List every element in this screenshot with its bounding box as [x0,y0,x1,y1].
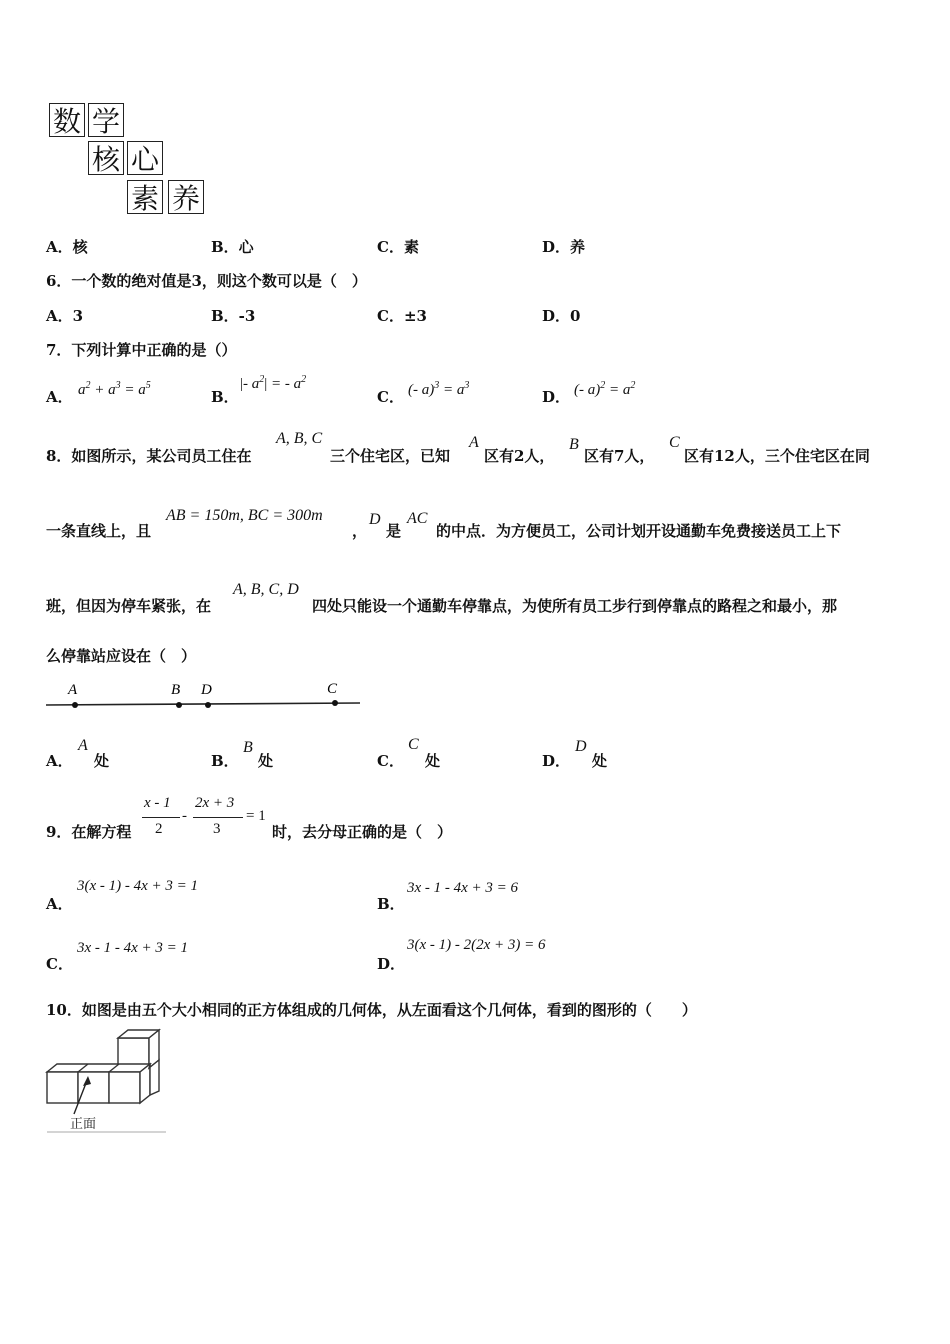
q8-stem-part: 一条直线上，且 [46,522,152,540]
q9-option-d-label: D． [377,955,406,973]
q5-option-b: B．心 [211,238,254,256]
number-line [46,703,360,705]
grid-cell: 核 [88,141,124,175]
q5-option-d: D．养 [542,238,586,256]
label-c: C [327,681,338,697]
q8-math: AC [407,510,428,527]
q7-option-d-label: D． [542,388,571,406]
q6-option-d: D．0 [542,307,581,325]
minus-sign: - [182,808,187,824]
label-b: B [171,682,181,698]
q10-stem: 10．如图是由五个大小相同的正方体组成的几何体，从左面看这个几何体，看到的图形的（ ） [46,1001,697,1019]
q9-option-b-label: B． [377,895,405,913]
q9-option-c-expr: 3x - 1 - 4x + 3 = 1 [77,940,189,956]
frac2-numerator: 2x + 3 [195,795,235,811]
q5-option-a: A．核 [46,238,88,256]
cube-side [149,1060,159,1095]
q8-stem-part: 班，但因为停车紧张，在 [46,597,212,615]
q8-math: A, B, C [276,430,323,447]
q8-stem-part: 区有7人， [584,447,655,465]
q8-option-c-label: C． [377,752,404,770]
q9-option-a-label: A． [46,895,73,913]
q8-stem-part: 么停靠站应设在（ ） [46,647,197,665]
q5-option-c: C．素 [377,238,419,256]
q8-option-b-label: B． [211,752,239,770]
cube-front [47,1072,78,1103]
point-c [332,700,338,706]
q7-option-b-label: B． [211,388,239,406]
front-label: 正面 [70,1117,97,1132]
q8-math: D [369,511,381,528]
point-d [205,702,211,708]
q8-option-suffix: 处 [592,752,608,770]
label-d: D [201,682,212,698]
q9-equation [140,795,272,845]
q8-option-a-letter: A [78,737,88,754]
q8-math: B [569,436,579,453]
q9-stem-prefix: 9．在解方程 [46,823,132,841]
q8-stem-part: 四处只能设一个通勤车停靠点，为使所有员工步行到停靠点的路程之和最小，那 [312,597,838,615]
q8-math: C [669,434,680,451]
frac1-denominator: 2 [155,821,163,837]
grid-cell: 数 [49,103,85,137]
q9-option-d-expr: 3(x - 1) - 2(2x + 3) = 6 [407,937,546,953]
q8-math: AB = 150m, BC = 300m [166,507,323,524]
q8-option-suffix: 处 [425,752,441,770]
q9-option-a-expr: 3(x - 1) - 4x + 3 = 1 [77,878,199,894]
row-top [47,1064,150,1072]
q8-option-b-letter: B [243,739,253,756]
q6-option-a: A．3 [46,307,84,325]
q8-stem-part: 区有12人，三个住宅区在同 [684,447,870,465]
cube-front [109,1072,140,1103]
q8-number-line-figure [44,678,364,718]
q7-option-a-label: A． [46,388,73,406]
frac1-numerator: x - 1 [144,795,171,811]
q6-stem: 6．一个数的绝对值是3，则这个数可以是（ ） [46,272,367,290]
point-a [72,702,78,708]
q9-stem-suffix: 时，去分母正确的是（ ） [272,823,453,841]
grid-cell: 学 [88,103,124,137]
q8-stem-part: 的中点．为方便员工，公司计划开设通勤车免费接送员工上下 [436,522,842,540]
cube-front [78,1072,109,1103]
q7-stem: 7．下列计算中正确的是（） [46,341,237,359]
q7-option-c-expr: (- $a)^3 = a^3$ [408,380,470,398]
q8-stem-part: 区有2人， [484,447,555,465]
q8-stem-part: 是 [386,522,402,540]
q6-option-c: C．±3 [377,307,427,325]
q8-math: A, B, C, D [233,581,299,598]
q7-option-a-expr: $a^2 + a^3 = a^5$ [78,380,151,398]
q7-option-d-expr: (- $a)^2 = a^2$ [574,380,636,398]
q9-option-c-label: C． [46,955,73,973]
label-a: A [68,682,78,698]
q7-option-c-label: C． [377,388,404,406]
q9-option-b-expr: 3x - 1 - 4x + 3 = 6 [407,880,519,896]
q8-stem-part: 三个住宅区，已知 [330,447,451,465]
q8-option-suffix: 处 [94,752,110,770]
q8-option-a-label: A． [46,752,73,770]
q8-stem-part: ， [352,522,368,540]
grid-cell: 养 [168,180,204,214]
frac2-denominator: 3 [213,821,221,837]
q8-option-c-letter: C [408,736,419,753]
equation-rhs: = 1 [246,808,266,824]
q8-option-suffix: 处 [258,752,274,770]
q7-option-b-expr: |- $a^2|$ = - $a^2$ [240,374,307,392]
q8-option-d-letter: D [575,738,587,755]
q10-cubes-figure [44,1026,170,1134]
q8-math: A [469,434,479,451]
point-b [176,702,182,708]
q6-option-b: B．-3 [211,307,256,325]
q8-stem-part: 8．如图所示，某公司员工住在 [46,447,252,465]
grid-cell: 心 [127,141,163,175]
q8-option-d-label: D． [542,752,571,770]
grid-cell: 素 [127,180,163,214]
